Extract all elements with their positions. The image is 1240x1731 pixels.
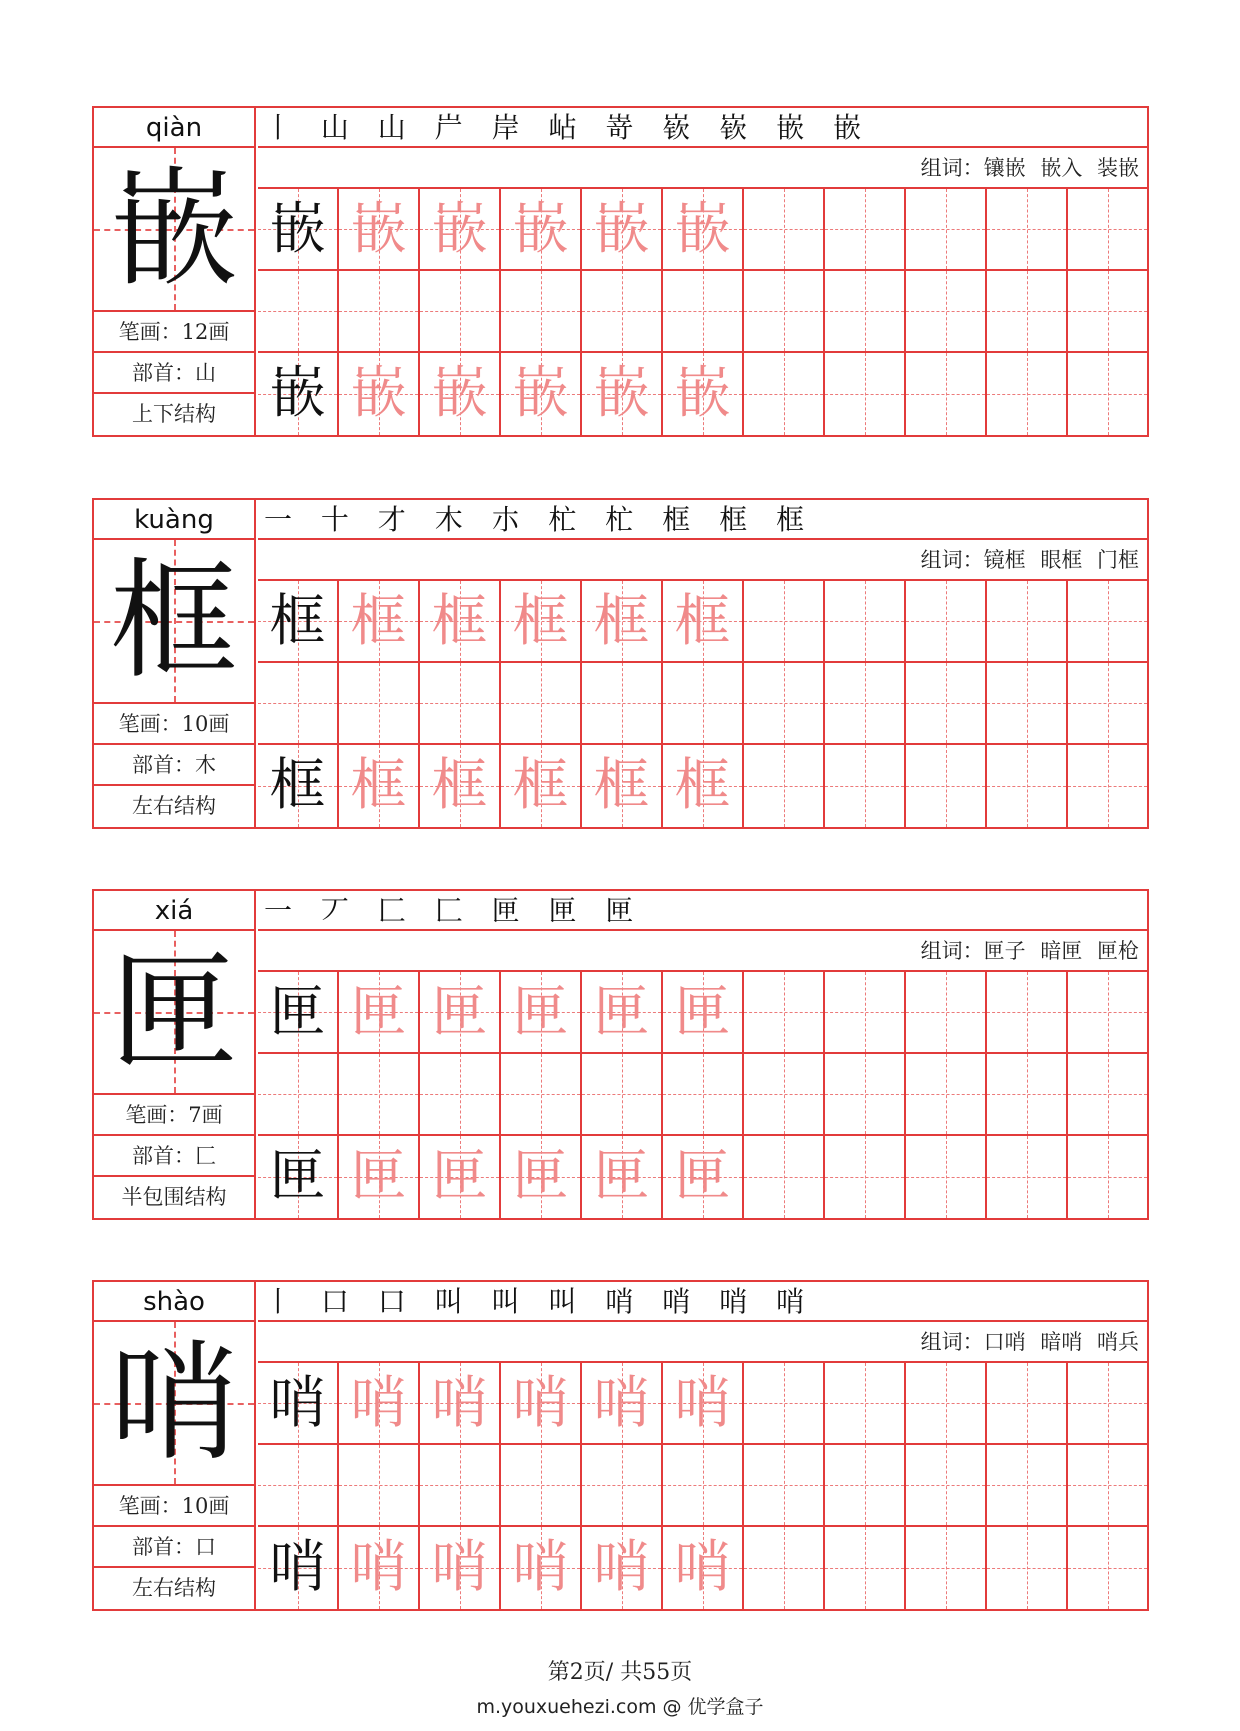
practice-cell[interactable]	[339, 189, 420, 271]
practice-cell[interactable]	[825, 1136, 906, 1218]
pinyin: qiàn	[94, 108, 254, 148]
practice-cell[interactable]	[582, 581, 663, 663]
practice-cell[interactable]	[582, 1445, 663, 1527]
practice-cell[interactable]	[825, 972, 906, 1054]
trace-character: 框	[674, 589, 731, 654]
trace-character: 匣	[350, 980, 407, 1045]
practice-cell[interactable]	[582, 353, 663, 435]
character-block	[92, 498, 1149, 829]
trace-character: 哨	[674, 1371, 731, 1436]
large-character-box	[94, 148, 254, 312]
practice-cell[interactable]	[501, 189, 582, 271]
practice-cell[interactable]	[258, 972, 339, 1054]
character-block	[92, 106, 1149, 437]
practice-cell[interactable]	[420, 353, 501, 435]
stroke-order: 一 十 才 木 朩 杧 杧 框 框 框	[258, 500, 1147, 540]
practice-cell[interactable]	[987, 663, 1068, 745]
practice-cell[interactable]	[1068, 271, 1149, 353]
practice-cell[interactable]	[339, 1445, 420, 1527]
practice-cell[interactable]	[501, 581, 582, 663]
trace-character: 框	[350, 753, 407, 818]
trace-character: 哨	[512, 1535, 569, 1600]
practice-cell[interactable]	[501, 745, 582, 827]
structure: 左右结构	[132, 1576, 216, 1600]
practice-cell[interactable]	[420, 1054, 501, 1136]
practice-cell[interactable]	[1068, 972, 1149, 1054]
trace-character: 嵌	[674, 197, 731, 262]
model-character: 嵌	[269, 361, 326, 426]
practice-cell[interactable]	[420, 745, 501, 827]
practice-cell[interactable]	[663, 972, 744, 1054]
practice-cell[interactable]	[339, 745, 420, 827]
practice-cell[interactable]	[582, 972, 663, 1054]
practice-cell[interactable]	[1068, 663, 1149, 745]
trace-character: 框	[593, 589, 650, 654]
large-character-box	[94, 540, 254, 704]
character-info-panel	[94, 500, 256, 827]
trace-character: 嵌	[512, 197, 569, 262]
practice-cell[interactable]	[420, 1363, 501, 1445]
practice-cell[interactable]	[339, 581, 420, 663]
practice-cell[interactable]	[339, 1136, 420, 1218]
trace-character: 哨	[431, 1535, 488, 1600]
practice-cell[interactable]	[987, 353, 1068, 435]
practice-cell[interactable]	[825, 1363, 906, 1445]
practice-cell[interactable]	[825, 353, 906, 435]
practice-cell[interactable]	[987, 271, 1068, 353]
practice-cell[interactable]	[906, 271, 987, 353]
practice-cell[interactable]	[339, 353, 420, 435]
stroke-count: 笔画：10画	[94, 704, 254, 745]
practice-cell[interactable]	[1068, 1054, 1149, 1136]
character-block	[92, 1280, 1149, 1611]
practice-cell[interactable]	[258, 1527, 339, 1609]
structure: 半包围结构	[121, 1185, 227, 1209]
practice-cell[interactable]	[663, 663, 744, 745]
character-info-panel	[94, 891, 256, 1218]
word-examples: 组词：镜框 眼框 门框	[258, 540, 1147, 581]
practice-grid	[258, 972, 1147, 1218]
practice-cell[interactable]	[582, 189, 663, 271]
practice-cell[interactable]	[987, 1527, 1068, 1609]
practice-cell[interactable]	[744, 1363, 825, 1445]
stroke-count: 笔画：7画	[94, 1095, 254, 1136]
practice-cell[interactable]	[906, 745, 987, 827]
trace-character: 匣	[593, 1144, 650, 1209]
practice-cell[interactable]	[420, 1136, 501, 1218]
practice-cell[interactable]	[1068, 189, 1149, 271]
structure: 上下结构	[132, 402, 216, 426]
practice-cell[interactable]	[744, 1527, 825, 1609]
trace-character: 哨	[431, 1371, 488, 1436]
stroke-order: 丨 山 山 屵 岸 岾 嵜 嵚 嵚 嵌 嵌	[258, 108, 1147, 148]
practice-cell[interactable]	[420, 1527, 501, 1609]
practice-cell[interactable]	[258, 353, 339, 435]
stroke-order: 丨 口 口 叫 叫 叫 哨 哨 哨 哨	[258, 1282, 1147, 1322]
practice-cell[interactable]	[906, 1363, 987, 1445]
practice-cell[interactable]	[987, 189, 1068, 271]
model-character: 匣	[269, 1144, 326, 1209]
model-character: 框	[269, 589, 326, 654]
practice-cell[interactable]	[258, 581, 339, 663]
trace-character: 嵌	[431, 361, 488, 426]
practice-cell[interactable]	[420, 271, 501, 353]
practice-cell[interactable]	[582, 1527, 663, 1609]
practice-cell[interactable]	[339, 271, 420, 353]
pinyin: xiá	[94, 891, 254, 931]
practice-cell[interactable]	[906, 972, 987, 1054]
practice-cell[interactable]	[663, 271, 744, 353]
large-character: 嵌	[109, 155, 238, 304]
pinyin: kuàng	[94, 500, 254, 540]
practice-cell[interactable]	[663, 1445, 744, 1527]
practice-cell[interactable]	[501, 1054, 582, 1136]
trace-character: 匣	[512, 1144, 569, 1209]
stroke-count: 笔画：12画	[94, 312, 254, 353]
practice-grid	[258, 581, 1147, 827]
trace-character: 框	[512, 589, 569, 654]
practice-cell[interactable]	[258, 663, 339, 745]
practice-cell[interactable]	[987, 1054, 1068, 1136]
practice-cell[interactable]	[1068, 1136, 1149, 1218]
practice-cell[interactable]	[906, 663, 987, 745]
trace-character: 嵌	[431, 197, 488, 262]
practice-cell[interactable]	[663, 189, 744, 271]
practice-cell[interactable]	[420, 1445, 501, 1527]
practice-cell[interactable]	[258, 1445, 339, 1527]
practice-cell[interactable]	[582, 271, 663, 353]
practice-cell[interactable]	[501, 271, 582, 353]
practice-cell[interactable]	[906, 1445, 987, 1527]
practice-cell[interactable]	[744, 353, 825, 435]
practice-cell[interactable]	[744, 271, 825, 353]
large-character: 哨	[109, 1329, 238, 1478]
practice-cell[interactable]	[339, 1054, 420, 1136]
pinyin: shào	[94, 1282, 254, 1322]
practice-cell[interactable]	[987, 1136, 1068, 1218]
practice-cell[interactable]	[906, 1527, 987, 1609]
model-character: 匣	[269, 980, 326, 1045]
large-character-box	[94, 931, 254, 1095]
practice-cell[interactable]	[501, 663, 582, 745]
practice-cell[interactable]	[906, 353, 987, 435]
trace-character: 哨	[593, 1535, 650, 1600]
practice-cell[interactable]	[1068, 745, 1149, 827]
character-info-panel	[94, 108, 256, 435]
practice-cell[interactable]	[744, 1136, 825, 1218]
radical: 部首：木	[94, 745, 254, 786]
trace-character: 嵌	[593, 197, 650, 262]
practice-cell[interactable]	[906, 1054, 987, 1136]
radical: 部首：匚	[94, 1136, 254, 1177]
practice-cell[interactable]	[825, 663, 906, 745]
trace-character: 嵌	[350, 361, 407, 426]
practice-cell[interactable]	[1068, 1363, 1149, 1445]
radical: 部首：山	[94, 353, 254, 394]
trace-character: 匣	[431, 980, 488, 1045]
practice-cell[interactable]	[906, 189, 987, 271]
large-character: 框	[109, 547, 238, 696]
practice-cell[interactable]	[744, 1054, 825, 1136]
practice-cell[interactable]	[582, 1136, 663, 1218]
practice-cell[interactable]	[339, 663, 420, 745]
page-number: 第2页/ 共55页	[547, 1660, 693, 1685]
trace-character: 嵌	[350, 197, 407, 262]
practice-cell[interactable]	[825, 745, 906, 827]
stroke-order: 一 丆 匚 匚 匣 匣 匣	[258, 891, 1147, 931]
trace-character: 框	[431, 589, 488, 654]
practice-cell[interactable]	[906, 1136, 987, 1218]
practice-cell[interactable]	[339, 972, 420, 1054]
practice-cell[interactable]	[825, 189, 906, 271]
practice-cell[interactable]	[825, 1054, 906, 1136]
practice-cell[interactable]	[582, 1363, 663, 1445]
practice-cell[interactable]	[258, 1363, 339, 1445]
practice-cell[interactable]	[987, 745, 1068, 827]
practice-cell[interactable]	[663, 745, 744, 827]
practice-cell[interactable]	[258, 1136, 339, 1218]
trace-character: 哨	[593, 1371, 650, 1436]
practice-cell[interactable]	[1068, 581, 1149, 663]
structure: 左右结构	[132, 794, 216, 818]
trace-character: 嵌	[593, 361, 650, 426]
trace-character: 匣	[431, 1144, 488, 1209]
model-character: 哨	[269, 1371, 326, 1436]
practice-cell[interactable]	[1068, 353, 1149, 435]
practice-cell[interactable]	[744, 663, 825, 745]
practice-cell[interactable]	[663, 1363, 744, 1445]
practice-cell[interactable]	[825, 1527, 906, 1609]
practice-grid	[258, 1363, 1147, 1609]
practice-cell[interactable]	[663, 353, 744, 435]
word-examples: 组词：口哨 暗哨 哨兵	[258, 1322, 1147, 1363]
practice-cell[interactable]	[744, 972, 825, 1054]
trace-character: 框	[512, 753, 569, 818]
trace-character: 框	[431, 753, 488, 818]
practice-cell[interactable]	[987, 1445, 1068, 1527]
trace-character: 框	[674, 753, 731, 818]
trace-character: 匣	[512, 980, 569, 1045]
trace-character: 哨	[674, 1535, 731, 1600]
practice-cell[interactable]	[663, 581, 744, 663]
practice-cell[interactable]	[501, 972, 582, 1054]
practice-cell[interactable]	[906, 581, 987, 663]
practice-cell[interactable]	[825, 581, 906, 663]
practice-cell[interactable]	[1068, 1527, 1149, 1609]
practice-cell[interactable]	[501, 353, 582, 435]
trace-character: 哨	[350, 1535, 407, 1600]
large-character-box	[94, 1322, 254, 1486]
model-character: 哨	[269, 1535, 326, 1600]
practice-cell[interactable]	[987, 581, 1068, 663]
practice-cell[interactable]	[744, 1445, 825, 1527]
practice-cell[interactable]	[258, 271, 339, 353]
practice-cell[interactable]	[825, 271, 906, 353]
practice-cell[interactable]	[744, 745, 825, 827]
practice-cell[interactable]	[987, 1363, 1068, 1445]
practice-cell[interactable]	[663, 1136, 744, 1218]
practice-cell[interactable]	[663, 1527, 744, 1609]
practice-cell[interactable]	[744, 189, 825, 271]
practice-cell[interactable]	[1068, 1445, 1149, 1527]
model-character: 嵌	[269, 197, 326, 262]
practice-cell[interactable]	[420, 581, 501, 663]
practice-cell[interactable]	[420, 663, 501, 745]
model-character: 框	[269, 753, 326, 818]
trace-character: 哨	[512, 1371, 569, 1436]
practice-grid	[258, 189, 1147, 435]
practice-cell[interactable]	[501, 1363, 582, 1445]
practice-cell[interactable]	[987, 972, 1068, 1054]
trace-character: 框	[350, 589, 407, 654]
trace-character: 匣	[674, 1144, 731, 1209]
practice-cell[interactable]	[501, 1445, 582, 1527]
practice-cell[interactable]	[339, 1363, 420, 1445]
practice-cell[interactable]	[258, 745, 339, 827]
practice-cell[interactable]	[420, 972, 501, 1054]
trace-character: 嵌	[512, 361, 569, 426]
word-examples: 组词：匣子 暗匣 匣枪	[258, 931, 1147, 972]
word-examples: 组词：镶嵌 嵌入 装嵌	[258, 148, 1147, 189]
site-credit: m.youxuehezi.com @ 优学盒子	[476, 1696, 764, 1718]
large-character: 匣	[109, 938, 238, 1087]
practice-cell[interactable]	[582, 663, 663, 745]
trace-character: 哨	[350, 1371, 407, 1436]
trace-character: 匣	[674, 980, 731, 1045]
practice-cell[interactable]	[501, 1527, 582, 1609]
practice-cell[interactable]	[258, 1054, 339, 1136]
practice-cell[interactable]	[582, 745, 663, 827]
trace-character: 框	[593, 753, 650, 818]
practice-cell[interactable]	[339, 1527, 420, 1609]
practice-cell[interactable]	[744, 581, 825, 663]
practice-cell[interactable]	[582, 1054, 663, 1136]
practice-cell[interactable]	[420, 189, 501, 271]
radical: 部首：口	[94, 1527, 254, 1568]
character-block	[92, 889, 1149, 1220]
trace-character: 嵌	[674, 361, 731, 426]
stroke-count: 笔画：10画	[94, 1486, 254, 1527]
trace-character: 匣	[593, 980, 650, 1045]
trace-character: 匣	[350, 1144, 407, 1209]
practice-cell[interactable]	[825, 1445, 906, 1527]
practice-cell[interactable]	[258, 189, 339, 271]
practice-cell[interactable]	[501, 1136, 582, 1218]
practice-cell[interactable]	[663, 1054, 744, 1136]
character-info-panel	[94, 1282, 256, 1609]
